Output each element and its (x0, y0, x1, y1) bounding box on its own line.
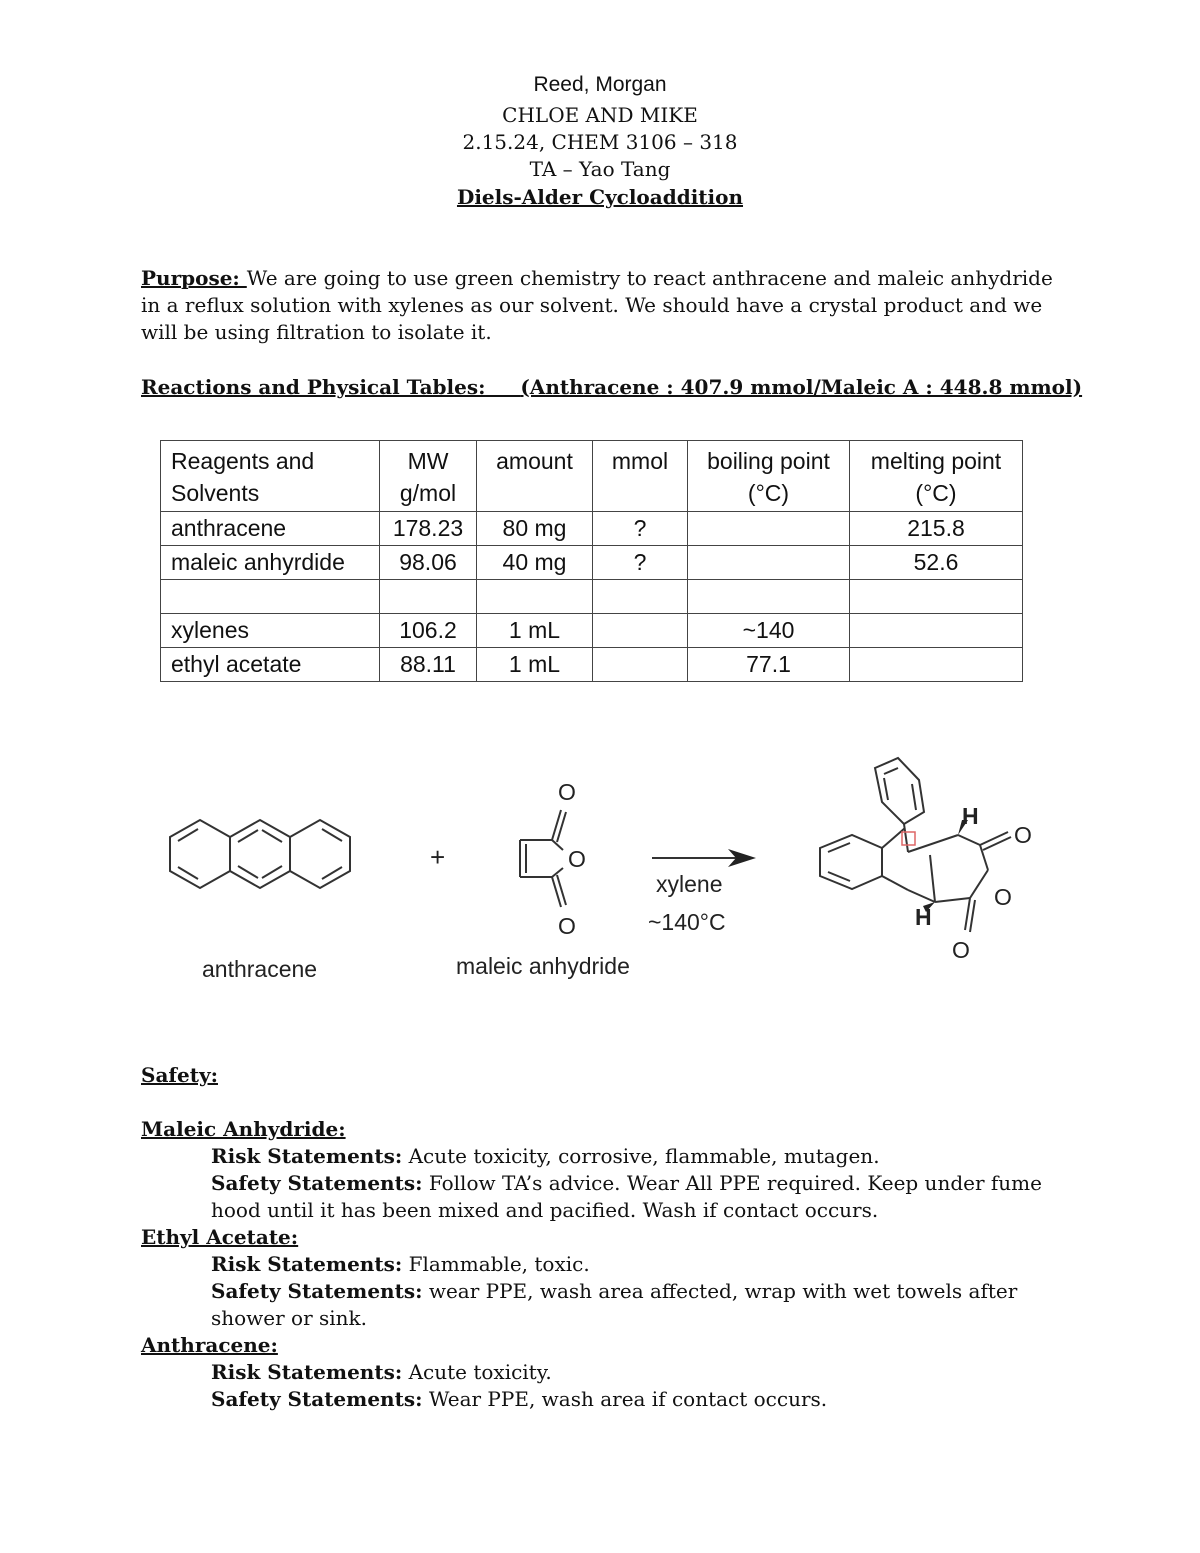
purpose-label: Purpose: (141, 266, 247, 290)
atom-h: H (915, 904, 932, 930)
table-cell: ? (593, 512, 688, 546)
chemical-name: Anthracene: (141, 1333, 278, 1357)
maleic-anhydride-label: maleic anhydride (456, 953, 630, 979)
header-boiling-point: boiling point (°C) (688, 441, 850, 512)
condition-solvent: xylene (656, 871, 723, 897)
table-cell: 80 mg (477, 512, 593, 546)
table-header-row (161, 441, 1023, 512)
reactions-label: Reactions and Physical Tables: (141, 375, 486, 399)
lab-partners: CHLOE AND MIKE (502, 103, 698, 127)
table-cell (688, 580, 850, 614)
atom-h: H (962, 803, 979, 829)
purpose-paragraph (141, 265, 1061, 346)
table-cell: 52.6 (850, 546, 1023, 580)
header-mmol: mmol (593, 441, 688, 512)
safety-maleic-anhydride (141, 1116, 1061, 1224)
anthracene-structure (170, 820, 350, 888)
table-row (161, 648, 1023, 682)
safety-statement: Safety Statements: Follow TA’s advice. Wear All PPE required. Keep under fume hood until it has been mixed and pacified. Wash if contact occurs. (211, 1171, 1042, 1222)
table-cell: xylenes (161, 614, 380, 648)
reaction-scheme (140, 740, 1060, 1000)
table-row (161, 546, 1023, 580)
risk-statement: Risk Statements: Acute toxicity, corrosive, flammable, mutagen. (211, 1144, 880, 1168)
atom-o: O (1014, 822, 1032, 848)
atom-o: O (558, 779, 576, 805)
table-cell: 215.8 (850, 512, 1023, 546)
atom-o: O (558, 913, 576, 939)
header-mw: MW g/mol (380, 441, 477, 512)
atom-o: O (952, 937, 970, 963)
table-cell: ~140 (688, 614, 850, 648)
header-reagents: Reagents and Solvents (161, 441, 380, 512)
table-cell: maleic anhyrdide (161, 546, 380, 580)
ta-name: TA – Yao Tang (529, 157, 671, 181)
reactions-heading (141, 374, 1083, 401)
table-cell: 77.1 (688, 648, 850, 682)
table-row (161, 580, 1023, 614)
table-cell: 106.2 (380, 614, 477, 648)
reaction-arrow (652, 849, 756, 867)
date-course: 2.15.24, CHEM 3106 – 318 (462, 130, 738, 154)
table-cell: 40 mg (477, 546, 593, 580)
table-cell (593, 614, 688, 648)
table-cell (850, 614, 1023, 648)
atom-o: O (994, 884, 1012, 910)
atom-o: O (568, 846, 586, 872)
safety-statement: Safety Statements: Wear PPE, wash area if contact occurs. (211, 1387, 828, 1411)
safety-heading: Safety: (141, 1063, 218, 1087)
table-cell (850, 580, 1023, 614)
table-cell: ethyl acetate (161, 648, 380, 682)
header-amount: amount (477, 441, 593, 512)
table-cell: 1 mL (477, 648, 593, 682)
purpose-text: We are going to use green chemistry to react anthracene and maleic anhydride in a reflux solution with xylenes as our solvent. We should have a crystal product and we will be using filtration to isolate it. (141, 266, 1053, 344)
safety-statement: Safety Statements: wear PPE, wash area affected, wrap with wet towels after shower or sink. (211, 1279, 1018, 1330)
table-cell (477, 580, 593, 614)
table-cell (593, 648, 688, 682)
table-cell: 88.11 (380, 648, 477, 682)
physical-properties-table (160, 440, 1023, 682)
table-cell (593, 580, 688, 614)
plus-sign: + (430, 842, 446, 872)
reactions-note: (Anthracene : 407.9 mmol/Maleic A : 448.8 mmol) (520, 375, 1083, 399)
risk-statement: Risk Statements: Acute toxicity. (211, 1360, 552, 1384)
header-melting-point: melting point (°C) (850, 441, 1023, 512)
maleic-anhydride-structure (520, 810, 566, 907)
chemical-name: Maleic Anhydride: (141, 1117, 346, 1141)
document-title: Diels-Alder Cycloaddition (456, 185, 744, 209)
table-cell: 98.06 (380, 546, 477, 580)
condition-temperature: ~140°C (648, 909, 726, 935)
table-cell: 1 mL (477, 614, 593, 648)
table-cell (850, 648, 1023, 682)
safety-anthracene (141, 1332, 1061, 1413)
author-name: Reed, Morgan (533, 73, 667, 96)
table-cell (688, 512, 850, 546)
table-cell: ? (593, 546, 688, 580)
anthracene-label: anthracene (202, 956, 318, 982)
risk-statement: Risk Statements: Flammable, toxic. (211, 1252, 590, 1276)
table-cell (161, 580, 380, 614)
table-cell (688, 546, 850, 580)
table-cell: 178.23 (380, 512, 477, 546)
table-cell: anthracene (161, 512, 380, 546)
safety-ethyl-acetate (141, 1224, 1061, 1332)
table-row (161, 512, 1023, 546)
table-row (161, 614, 1023, 648)
chemical-name: Ethyl Acetate: (141, 1225, 299, 1249)
table-cell (380, 580, 477, 614)
